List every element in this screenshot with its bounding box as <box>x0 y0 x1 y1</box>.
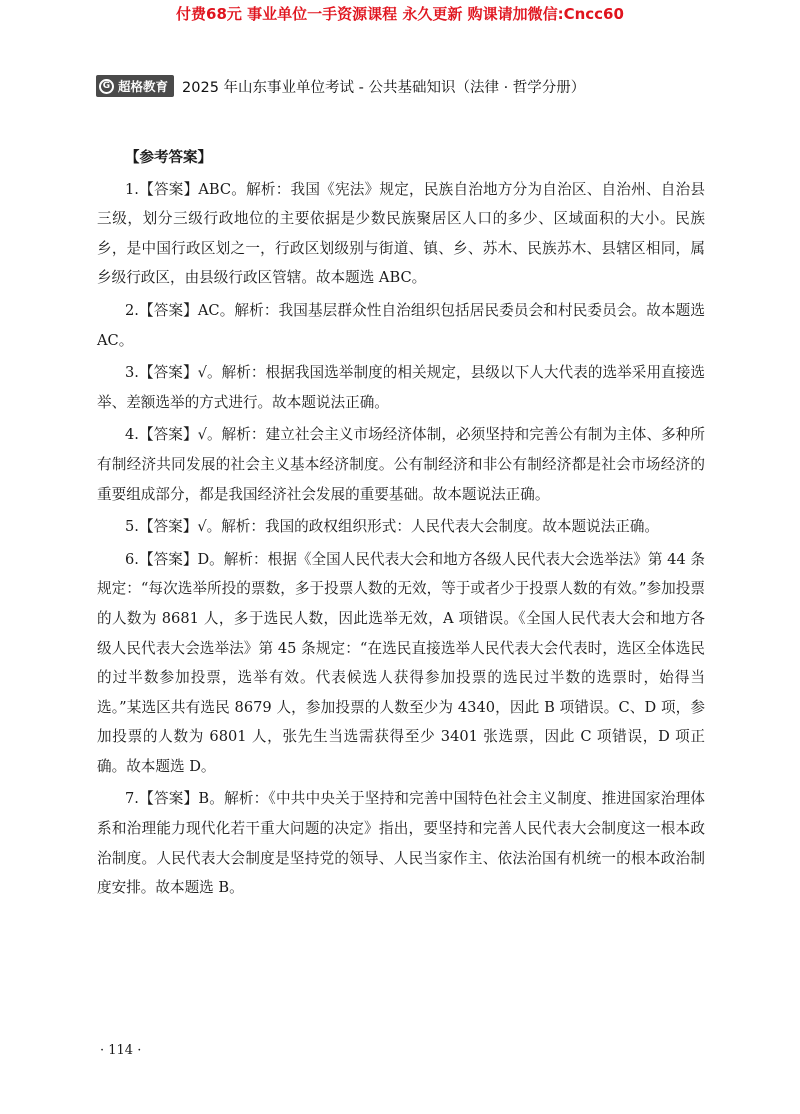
answer-number: 2. <box>125 301 139 319</box>
answer-text: 【答案】√。解析：我国的政权组织形式：人民代表大会制度。故本题说法正确。 <box>138 518 660 536</box>
answer-number: 3. <box>125 364 139 382</box>
answer-text: 【答案】√。解析：根据我国选举制度的相关规定，县级以下人大代表的选举采用直接选举、差额选举的方式进行。故本题说法正确。 <box>97 364 705 411</box>
answer-item-1 <box>97 175 705 293</box>
answer-item-3 <box>97 358 705 417</box>
answer-text: 【答案】AC。解析：我国基层群众性自治组织包括居民委员会和村民委员会。故本题选 AC。 <box>97 301 705 349</box>
logo-g-icon: G <box>99 79 114 94</box>
answer-number: 7. <box>125 790 139 808</box>
answer-item-7 <box>97 784 705 902</box>
answer-item-2 <box>97 296 705 355</box>
answer-number: 5. <box>125 518 139 536</box>
promo-banner: 付费68元 事业单位一手资源课程 永久更新 购课请加微信:Cncc60 <box>176 5 624 23</box>
answer-section <box>97 144 705 906</box>
section-title: 【参考答案】 <box>125 150 212 166</box>
page-header <box>96 74 716 98</box>
answer-text: 【答案】D。解析：根据《全国人民代表大会和地方各级人民代表大会选举法》第 44 条规定：“每次选举所投的票数，多于投票人数的无效，等于或者少于投票人数的有效。”参加投票的人数为 8681 人，多于选民人数，因此选举无效，A 项错误。《全国人民代表大会和地方各级人民代表大会选举法》第 45 条规定：“在选民直接选举人民代表大会代表时，选区全体选民的过半数参加投票，选举有效。代表候选人获得参加投票的选民过半数的选票时，始得当选。”某选区共有选民 8679 人，参加投票的人数至少为 4340，因此 B 项错误。C、D 项，参加投票的人数为 6801 人，张先生当选需获得至少 3401 张选票，因此 C 项错误，D 项正确。故本题选 D。 <box>97 550 705 775</box>
answer-number: 1. <box>125 180 139 198</box>
answer-number: 4. <box>125 426 139 444</box>
answer-text: 【答案】B。解析：《中共中央关于坚持和完善中国特色社会主义制度、推进国家治理体系和治理能力现代化若干重大问题的决定》指出，要坚持和完善人民代表大会制度这一根本政治制度。人民代表大会制度是坚持党的领导、人民当家作主、依法治国有机统一的根本政治制度安排。故本题选 B。 <box>97 790 705 897</box>
answer-item-6 <box>97 545 705 782</box>
answer-text: 【答案】√。解析：建立社会主义市场经济体制，必须坚持和完善公有制为主体、多种所有制经济共同发展的社会主义基本经济制度。公有制经济和非公有制经济都是社会市场经济的重要组成部分，都是我国经济社会发展的重要基础。故本题说法正确。 <box>97 426 705 503</box>
answer-text: 【答案】ABC。解析：我国《宪法》规定，民族自治地方分为自治区、自治州、自治县三级，划分三级行政地位的主要依据是少数民族聚居区人口的多少、区域面积的大小。民族乡，是中国行政区划之一，行政区划级别与街道、镇、乡、苏木、民族苏木、县辖区相同，属乡级行政区，由县级行政区管辖。故本题选 ABC。 <box>97 180 705 287</box>
document-title: 2025 年山东事业单位考试 - 公共基础知识（法律 · 哲学分册） <box>182 79 586 96</box>
answer-number: 6. <box>125 550 139 568</box>
page-number: · 114 · <box>100 1043 142 1058</box>
brand-logo <box>96 75 174 97</box>
answer-item-4 <box>97 420 705 509</box>
answer-item-5 <box>97 512 705 542</box>
logo-text: 超格教育 <box>118 79 169 94</box>
